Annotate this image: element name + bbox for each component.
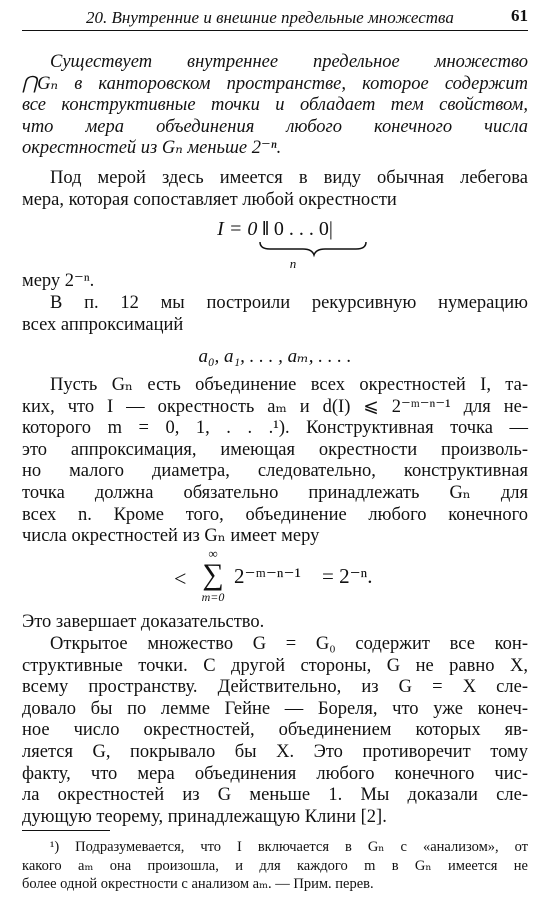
sum-term: 2⁻ᵐ⁻ⁿ⁻¹ — [234, 564, 301, 588]
sum-result: = 2⁻ⁿ. — [322, 564, 373, 588]
text-line: всему пространству. Действительно, из G = X сле- — [22, 677, 528, 698]
text-line: это аппроксимация, имеющая окрестности произволь- — [22, 439, 528, 460]
paragraph-proof — [22, 375, 528, 548]
theorem-statement — [22, 52, 528, 160]
paragraph-conclusion — [22, 612, 528, 634]
formula-lhs: I = 0 — [217, 218, 258, 240]
theorem-line: окрестностей из Gₙ меньше 2⁻ⁿ. — [22, 138, 282, 159]
text-line: Открытое множество G = G₀ содержит все кон- — [50, 634, 528, 654]
text-line: всех аппроксимаций — [22, 314, 184, 335]
paragraph-measure — [22, 168, 528, 211]
theorem-line: Существует внутреннее предельное множество — [50, 52, 528, 72]
text-line: ких, что I — окрестность aₘ и d(I) ⩽ 2⁻ᵐ⁻ⁿ⁻¹ для не- — [22, 396, 528, 417]
text-line: факту, что мера объединения любого конечного чис- — [22, 763, 528, 784]
text-line: числа окрестностей из Gₙ имеет меру — [22, 526, 320, 547]
theorem-line: что мера объединения любого конечного числа — [22, 116, 528, 137]
text-line: мера, которая сопоставляет любой окрестности — [22, 189, 397, 210]
footnote — [22, 838, 528, 894]
text-line: В п. 12 мы построили рекурсивную нумерацию — [50, 293, 528, 313]
footnote-rule — [22, 830, 110, 831]
chapter-title: 20. Внутренние и внешние предельные множества — [86, 8, 454, 27]
theorem-line: ⋂Gₙ в канторовском пространстве, которое содержит — [22, 73, 528, 94]
text-line: дующую теорему, принадлежащую Клини [2]. — [22, 806, 387, 827]
text-line: меру 2⁻ⁿ. — [22, 271, 95, 291]
text-line: точка должна обязательно принадлежать Gₙ для — [22, 482, 528, 503]
formula-neighborhood: I = 0 ‖ 0 . . . 0| — [217, 218, 333, 240]
text-line: ляется G, покрывало бы X. Это противоречит тому — [22, 741, 528, 762]
paragraph-measure-end — [22, 271, 528, 293]
text-line: которого m = 0, 1, . . .¹). Конструктивная точка — — [22, 418, 528, 439]
text-line: Под мерой здесь имеется в виду обычная лебегова — [50, 168, 528, 188]
underbrace-label: n — [289, 256, 297, 271]
page-number: 61 — [511, 6, 528, 25]
text-line: но малого диаметра, следовательно, конструктивная — [22, 461, 528, 482]
sum-upper-limit: ∞ — [208, 546, 218, 561]
running-header — [22, 6, 528, 31]
text-line: всех n. Кроме того, объединение любого конечного — [22, 504, 528, 525]
sigma-symbol: ∑ — [202, 558, 224, 591]
formula-approximations: a₀, a₁, . . . , aₘ, . . . . — [198, 346, 352, 367]
text-line: Это завершает доказательство. — [22, 612, 265, 632]
theorem-line: все конструктивные точки и обладает тем свойством, — [22, 95, 528, 116]
footnote-line: более одной окрестности с анализом aₘ. — Прим. перев. — [22, 876, 374, 892]
less-than-sign: < — [174, 566, 187, 591]
paragraph-open-set — [22, 634, 528, 828]
text-line: структивные точки. С другой стороны, G не равно X, — [22, 655, 528, 676]
text-line: ное число окрестностей, объединением которых яв- — [22, 720, 528, 741]
footnote-line: ¹) Подразумевается, что I включается в Gₙ с «анализом», от — [50, 839, 528, 855]
text-line: довало бы по лемме Гейне — Бореля, что уже конеч- — [22, 698, 528, 719]
formula-brace-content: 0 . . . 0 — [273, 218, 329, 240]
text-line: ла окрестностей из G меньше 1. Мы доказали сле- — [22, 785, 528, 806]
paragraph-enumeration — [22, 293, 528, 336]
text-line: Пусть Gₙ есть объединение всех окрестностей I, та- — [50, 375, 528, 395]
footnote-line: какого aₘ она произошла, и для каждого m в Gₙ имеется не — [22, 857, 528, 874]
sum-lower-limit: m=0 — [201, 590, 225, 604]
formula-sum — [22, 546, 528, 606]
